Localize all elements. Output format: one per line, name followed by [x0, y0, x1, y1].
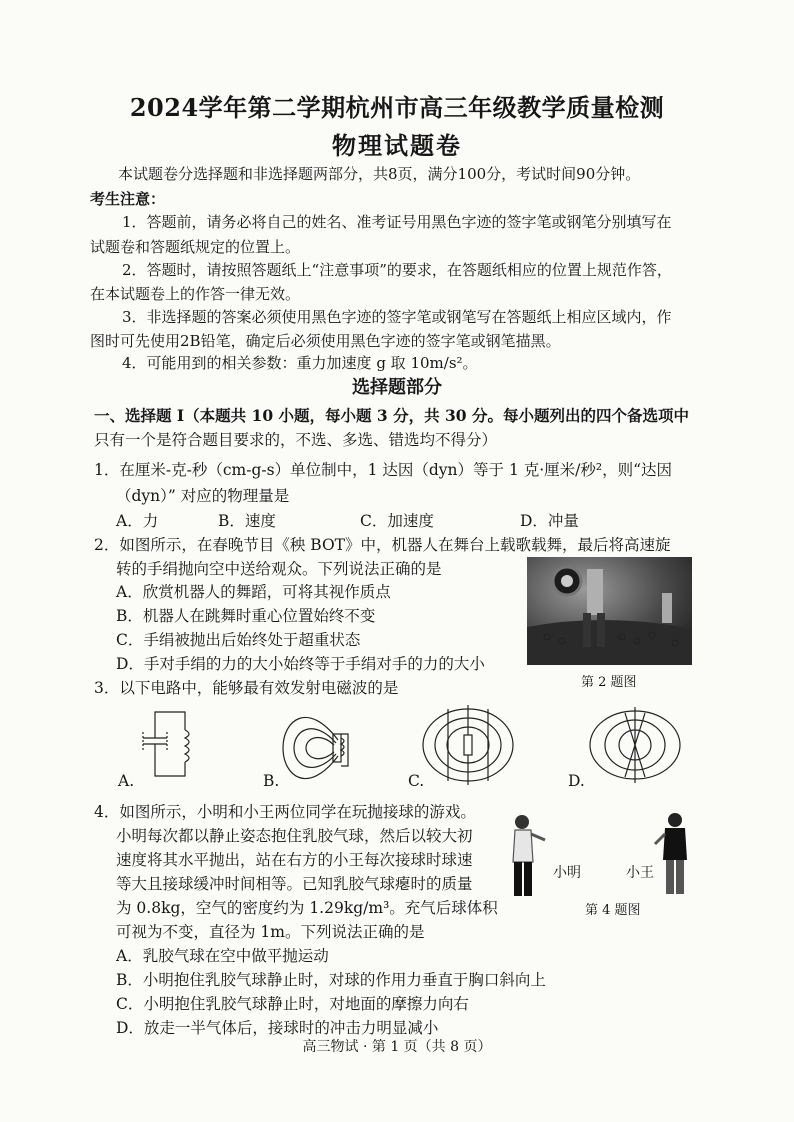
q4-option-a: A．乳胶气球在空中做平抛运动 — [116, 947, 329, 965]
q1-option-b: B．速度 — [218, 512, 276, 530]
q4-stem-line-1: 4．如图所示，小明和小王两位同学在玩抛接球的游戏。 — [94, 803, 476, 821]
q2-figure-caption: 第 2 题图 — [581, 675, 637, 690]
q4-stem-line-2: 小明每次都以静止姿态抱住乳胶气球，然后以较大初 — [116, 827, 473, 845]
q3-figure-d-antenna-field — [585, 705, 685, 785]
q3-option-c-label: C. — [408, 772, 425, 790]
q1-option-c: C．加速度 — [360, 512, 434, 530]
q2-option-b: B．机器人在跳舞时重心位置始终不变 — [116, 607, 376, 625]
q4-option-c: C．小明抱住乳胶气球静止时，对地面的摩擦力向右 — [116, 995, 469, 1013]
q3-figure-b-open-capacitor — [278, 710, 358, 790]
q3-figure-c-dipole-field — [418, 705, 518, 785]
notice-item-3-line-2: 图时可先使用2B铅笔，确定后必须使用黑色字迹的签字笔或钢笔描黑。 — [90, 332, 561, 350]
notice-item-2-line-2: 在本试题卷上的作答一律无效。 — [90, 285, 301, 303]
notice-item-4: 4．可能用到的相关参数：重力加速度 g 取 10m/s²。 — [122, 354, 478, 372]
part1-line-1: 一、选择题 I（本题共 10 小题，每小题 3 分，共 30 分。每小题列出的四个备选项中 — [94, 406, 689, 425]
q3-option-d-label: D. — [568, 772, 585, 790]
q1-option-a: A．力 — [116, 512, 159, 530]
q4-stem-line-5: 为 0.8kg，空气的密度约为 1.29kg/m³。充气后球体积 — [116, 899, 498, 917]
q2-option-d: D．手对手绢的力的大小始终等于手绢对手的力的大小 — [116, 655, 485, 673]
q3-stem: 3．以下电路中，能够最有效发射电磁波的是 — [94, 679, 399, 697]
q4-students-figure — [505, 810, 690, 910]
q3-option-b-label: B. — [263, 772, 280, 790]
q2-stem-line-2: 转的手绢抛向空中送给观众。下列说法正确的是 — [116, 560, 442, 578]
q1-stem-line-1: 1．在厘米-克-秒（cm-g-s）单位制中，1 达因（dyn）等于 1 克·厘米/秒²，则“达因 — [94, 461, 673, 479]
q4-stem-line-6: 可视为不变，直径为 1m。下列说法正确的是 — [116, 923, 425, 941]
q4-option-d: D．放走一半气体后，接球时的冲击力明显减小 — [116, 1019, 439, 1037]
intro-text: 本试题卷分选择题和非选择题两部分，共8页，满分100分，考试时间90分钟。 — [118, 165, 641, 183]
notice-item-1-line-2: 试题卷和答题纸规定的位置上。 — [90, 238, 301, 256]
q3-option-a-label: A. — [118, 772, 135, 790]
q2-stem-line-1: 2．如图所示，在春晚节目《秧 BOT》中，机器人在舞台上载歌载舞，最后将高速旋 — [94, 536, 671, 554]
page-title: 2024学年第二学期杭州市高三年级教学质量检测 — [129, 93, 665, 122]
q2-robot-photo — [527, 557, 692, 665]
q2-option-a: A．欣赏机器人的舞蹈，可将其视作质点 — [116, 583, 391, 601]
q4-figure-caption: 第 4 题图 — [585, 903, 641, 918]
q4-stem-line-4: 等大且接球缓冲时间相等。已知乳胶气球瘪时的质量 — [116, 875, 473, 893]
page-footer: 高三物试 · 第 1 页（共 8 页） — [302, 1039, 492, 1055]
q1-option-d: D．冲量 — [520, 512, 579, 530]
q2-option-c: C．手绢被抛出后始终处于超重状态 — [116, 631, 361, 649]
notice-item-3-line-1: 3．非选择题的答案必须使用黑色字迹的签字笔或钢笔写在答题纸上相应区域内，作 — [122, 308, 672, 326]
page-subtitle: 物理试题卷 — [332, 131, 462, 160]
q4-stem-line-3: 速度将其水平抛出，站在右方的小王每次接球时球速 — [116, 851, 473, 869]
notice-item-1-line-1: 1．答题前，请务必将自己的姓名、准考证号用黑色字迹的签字笔或钢笔分别填写在 — [122, 213, 672, 231]
q3-figure-a-lc-circuit — [135, 710, 205, 780]
notice-heading: 考生注意： — [90, 190, 166, 208]
q4-label-xiaoming: 小明 — [553, 865, 581, 881]
section-title: 选择题部分 — [352, 377, 442, 398]
q4-label-xiaowang: 小王 — [626, 865, 654, 881]
part1-line-2: 只有一个是符合题目要求的，不选、多选、错选均不得分） — [94, 431, 498, 449]
q1-stem-line-2: （dyn）” 对应的物理量是 — [116, 487, 290, 505]
notice-item-2-line-1: 2．答题时，请按照答题纸上“注意事项”的要求，在答题纸相应的位置上规范作答， — [122, 261, 672, 279]
q4-option-b: B．小明抱住乳胶气球静止时，对球的作用力垂直于胸口斜向上 — [116, 971, 546, 989]
